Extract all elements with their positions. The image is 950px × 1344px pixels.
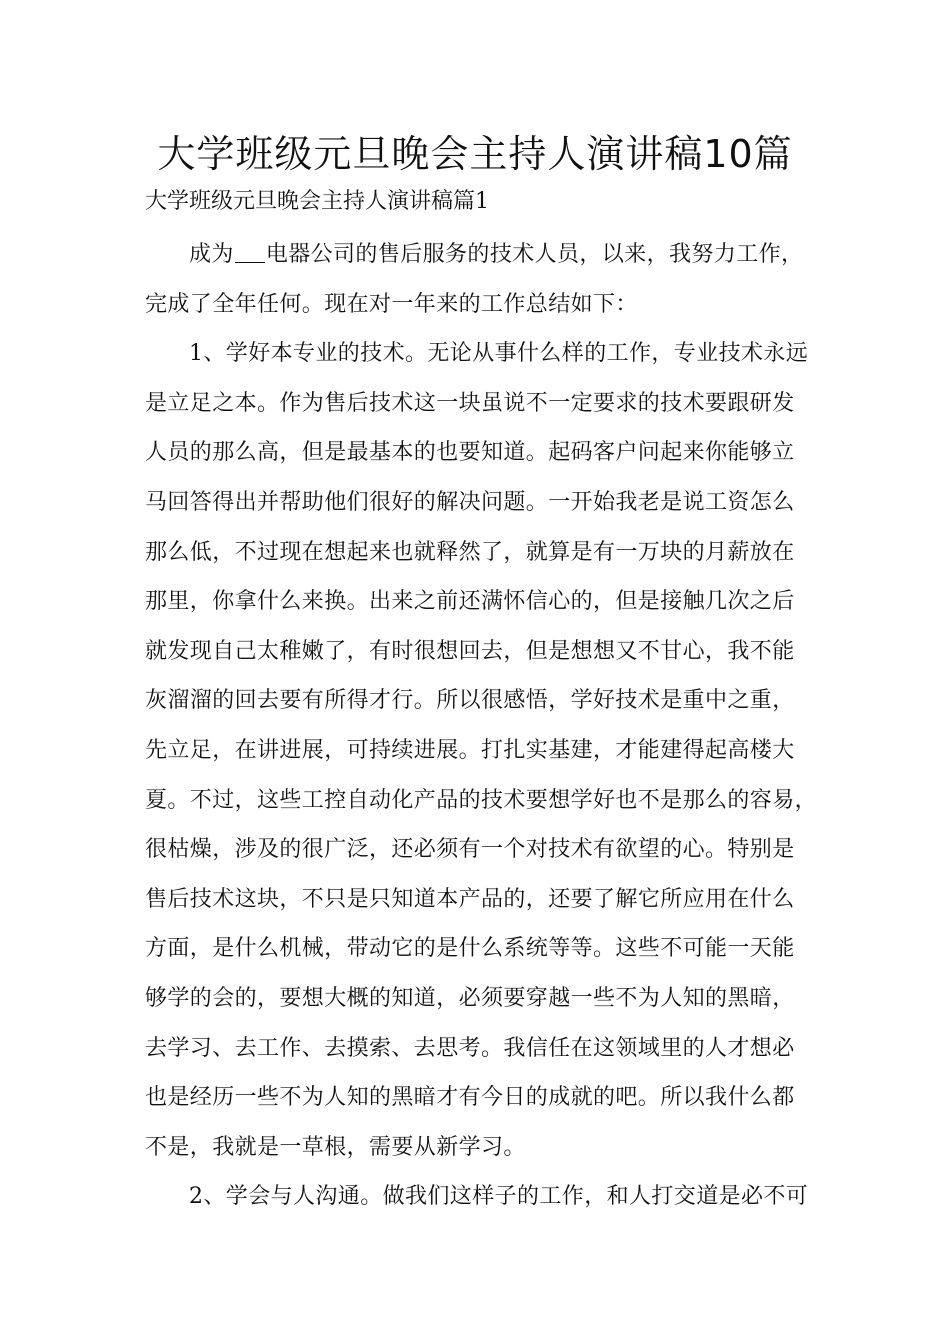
paragraph-2-line: 那么低，不过现在想起来也就释然了，就算是有一万块的月薪放在 xyxy=(145,539,795,565)
paragraph-2-line: 去学习、去工作、去摸索、去思考。我信任在这领域里的人才想必 xyxy=(145,1035,795,1061)
paragraph-2-line: 人员的那么高，但是最基本的也要知道。起码客户问起来你能够立 xyxy=(145,440,795,466)
paragraph-3-line-1: 2、学会与人沟通。做我们这样子的工作，和人打交道是必不可 xyxy=(189,1184,809,1210)
paragraph-2-line: 马回答得出并帮助他们很好的解决问题。一开始我老是说工资怎么 xyxy=(145,489,795,515)
paragraph-2-line: 够学的会的，要想大概的知道，必须要穿越一些不为人知的黑暗， xyxy=(145,985,795,1011)
paragraph-2-line: 先立足，在讲进展，可持续进展。打扎实基建，才能建得起高楼大 xyxy=(145,737,795,763)
paragraph-2-line: 不是，我就是一草根，需要从新学习。 xyxy=(145,1134,526,1160)
paragraph-2-line: 夏。不过，这些工控自动化产品的技术要想学好也不是那么的容易， xyxy=(145,787,818,813)
paragraph-2-line: 也是经历一些不为人知的黑暗才有今日的成就的吧。所以我什么都 xyxy=(145,1085,795,1111)
paragraph-1-line-2: 完成了全年任何。现在对一年来的工作总结如下： xyxy=(145,291,638,317)
document-body xyxy=(145,230,825,1222)
paragraph-2-line: 售后技术这块，不只是只知道本产品的，还要了解它所应用在什么 xyxy=(145,886,795,912)
paragraph-2-line: 就发现自己太稚嫩了，有时很想回去，但是想想又不甘心，我不能 xyxy=(145,638,795,664)
paragraph-2-line: 灰溜溜的回去要有所得才行。所以很感悟，学好技术是重中之重， xyxy=(145,688,795,714)
paragraph-2-line: 1、学好本专业的技术。无论从事什么样的工作，专业技术永远 xyxy=(189,341,809,367)
paragraph-1-text-after-blank: 电器公司的售后服务的技术人员，以来，我努力工作， xyxy=(265,242,804,267)
section-heading: 大学班级元旦晚会主持人演讲稿篇1 xyxy=(145,189,489,214)
paragraph-2-line: 那里，你拿什么来换。出来之前还满怀信心的，但是接触几次之后 xyxy=(145,589,795,615)
paragraph-2-line: 方面，是什么机械，带动它的是什么系统等等。这些不可能一天能 xyxy=(145,936,795,962)
paragraph-2-line: 很枯燥，涉及的很广泛，还必须有一个对技术有欲望的心。特别是 xyxy=(145,837,795,863)
document-title: 大学班级元旦晚会主持人演讲稿10篇 xyxy=(157,132,793,176)
paragraph-2-line: 是立足之本。作为售后技术这一块虽说不一定要求的技术要跟研发 xyxy=(145,390,795,416)
paragraph-1-text-before-blank: 成为 xyxy=(189,242,234,267)
fill-in-blank xyxy=(235,244,265,263)
paragraph-1-line-1 xyxy=(145,230,825,280)
